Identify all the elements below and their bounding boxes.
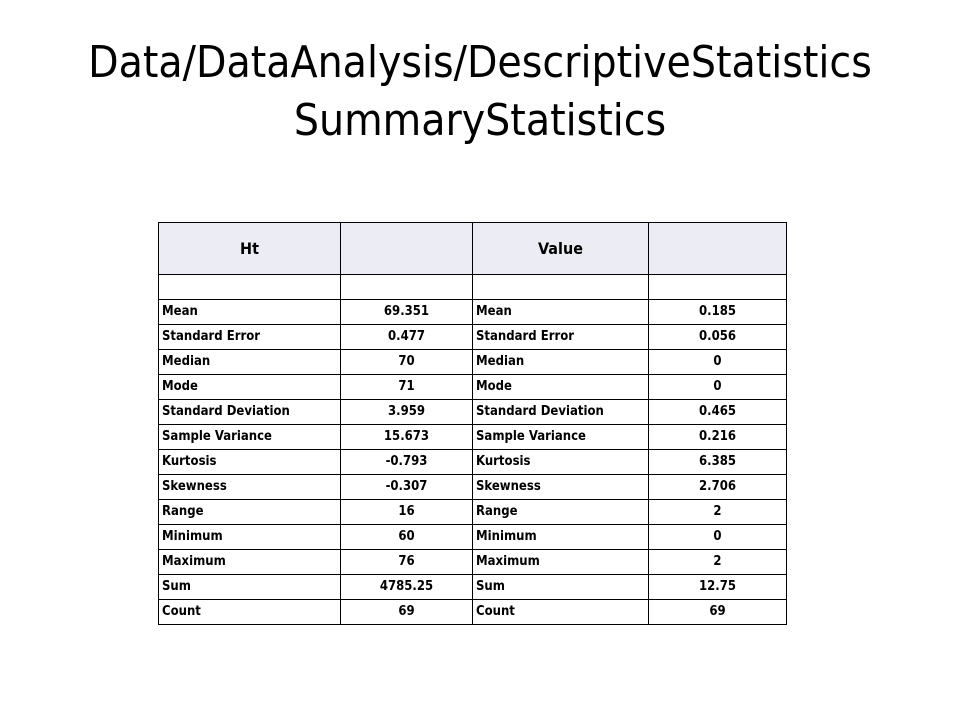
statistic-value-cell: 0.056 — [649, 325, 787, 350]
statistic-label-cell: Minimum — [159, 525, 341, 550]
statistic-value-cell: 0.185 — [649, 300, 787, 325]
table-body — [159, 275, 787, 625]
statistic-value-cell: 70 — [341, 350, 473, 375]
statistic-value-cell: 6.385 — [649, 450, 787, 475]
statistic-label-cell: Sample Variance — [159, 425, 341, 450]
table-row — [159, 375, 787, 400]
summary-statistics-table — [158, 222, 787, 625]
statistic-value-cell: -0.307 — [341, 475, 473, 500]
statistic-label-cell: Kurtosis — [473, 450, 649, 475]
slide-title-line-2: SummaryStatistics — [293, 95, 667, 146]
statistic-value-cell: 76 — [341, 550, 473, 575]
statistic-value-cell — [649, 275, 787, 300]
statistic-label-cell: Mode — [159, 375, 341, 400]
statistic-value-cell: 0.465 — [649, 400, 787, 425]
table-header-row — [159, 223, 787, 275]
statistic-value-cell: 60 — [341, 525, 473, 550]
statistic-value-cell: 69 — [341, 600, 473, 625]
statistic-label-cell: Count — [159, 600, 341, 625]
statistic-value-cell: 2 — [649, 500, 787, 525]
statistic-label-cell: Range — [159, 500, 341, 525]
table-row — [159, 525, 787, 550]
statistic-label-cell: Maximum — [159, 550, 341, 575]
statistic-label-cell: Standard Deviation — [473, 400, 649, 425]
statistic-label-cell: Sum — [473, 575, 649, 600]
statistic-value-cell: 16 — [341, 500, 473, 525]
statistic-label-cell: Skewness — [473, 475, 649, 500]
statistic-value-cell: 2.706 — [649, 475, 787, 500]
statistic-value-cell: 0.216 — [649, 425, 787, 450]
statistic-value-cell: 4785.25 — [341, 575, 473, 600]
statistic-value-cell: 0 — [649, 525, 787, 550]
header-blank-2 — [649, 223, 787, 275]
statistic-label-cell — [159, 275, 341, 300]
table-row — [159, 475, 787, 500]
statistic-label-cell — [473, 275, 649, 300]
statistic-label-cell: Minimum — [473, 525, 649, 550]
table-row — [159, 425, 787, 450]
statistic-value-cell: 15.673 — [341, 425, 473, 450]
table-row — [159, 450, 787, 475]
slide-title-line-1: Data/DataAnalysis/DescriptiveStatistics — [88, 37, 872, 88]
header-value: Value — [473, 223, 649, 275]
table-row — [159, 550, 787, 575]
statistic-value-cell: 0 — [649, 350, 787, 375]
statistic-label-cell: Sample Variance — [473, 425, 649, 450]
statistic-value-cell: 0.477 — [341, 325, 473, 350]
statistic-label-cell: Standard Deviation — [159, 400, 341, 425]
table-row — [159, 600, 787, 625]
statistic-value-cell: 2 — [649, 550, 787, 575]
slide-title — [0, 34, 960, 150]
statistic-label-cell: Kurtosis — [159, 450, 341, 475]
table-row — [159, 400, 787, 425]
table-row — [159, 500, 787, 525]
statistic-label-cell: Skewness — [159, 475, 341, 500]
table-row — [159, 325, 787, 350]
header-blank-1 — [341, 223, 473, 275]
table-row — [159, 575, 787, 600]
statistic-label-cell: Count — [473, 600, 649, 625]
statistic-label-cell: Median — [473, 350, 649, 375]
table-row — [159, 350, 787, 375]
statistic-value-cell: 0 — [649, 375, 787, 400]
table-row — [159, 275, 787, 300]
statistic-value-cell: 69 — [649, 600, 787, 625]
statistic-label-cell: Mean — [473, 300, 649, 325]
statistic-label-cell: Maximum — [473, 550, 649, 575]
statistic-label-cell: Range — [473, 500, 649, 525]
statistic-value-cell: 71 — [341, 375, 473, 400]
statistic-label-cell: Mean — [159, 300, 341, 325]
statistic-label-cell: Median — [159, 350, 341, 375]
statistic-value-cell: -0.793 — [341, 450, 473, 475]
statistic-value-cell: 3.959 — [341, 400, 473, 425]
statistic-value-cell: 69.351 — [341, 300, 473, 325]
table-row — [159, 300, 787, 325]
statistic-value-cell — [341, 275, 473, 300]
statistic-label-cell: Standard Error — [473, 325, 649, 350]
statistic-label-cell: Sum — [159, 575, 341, 600]
statistic-label-cell: Mode — [473, 375, 649, 400]
statistic-label-cell: Standard Error — [159, 325, 341, 350]
header-ht: Ht — [159, 223, 341, 275]
statistic-value-cell: 12.75 — [649, 575, 787, 600]
